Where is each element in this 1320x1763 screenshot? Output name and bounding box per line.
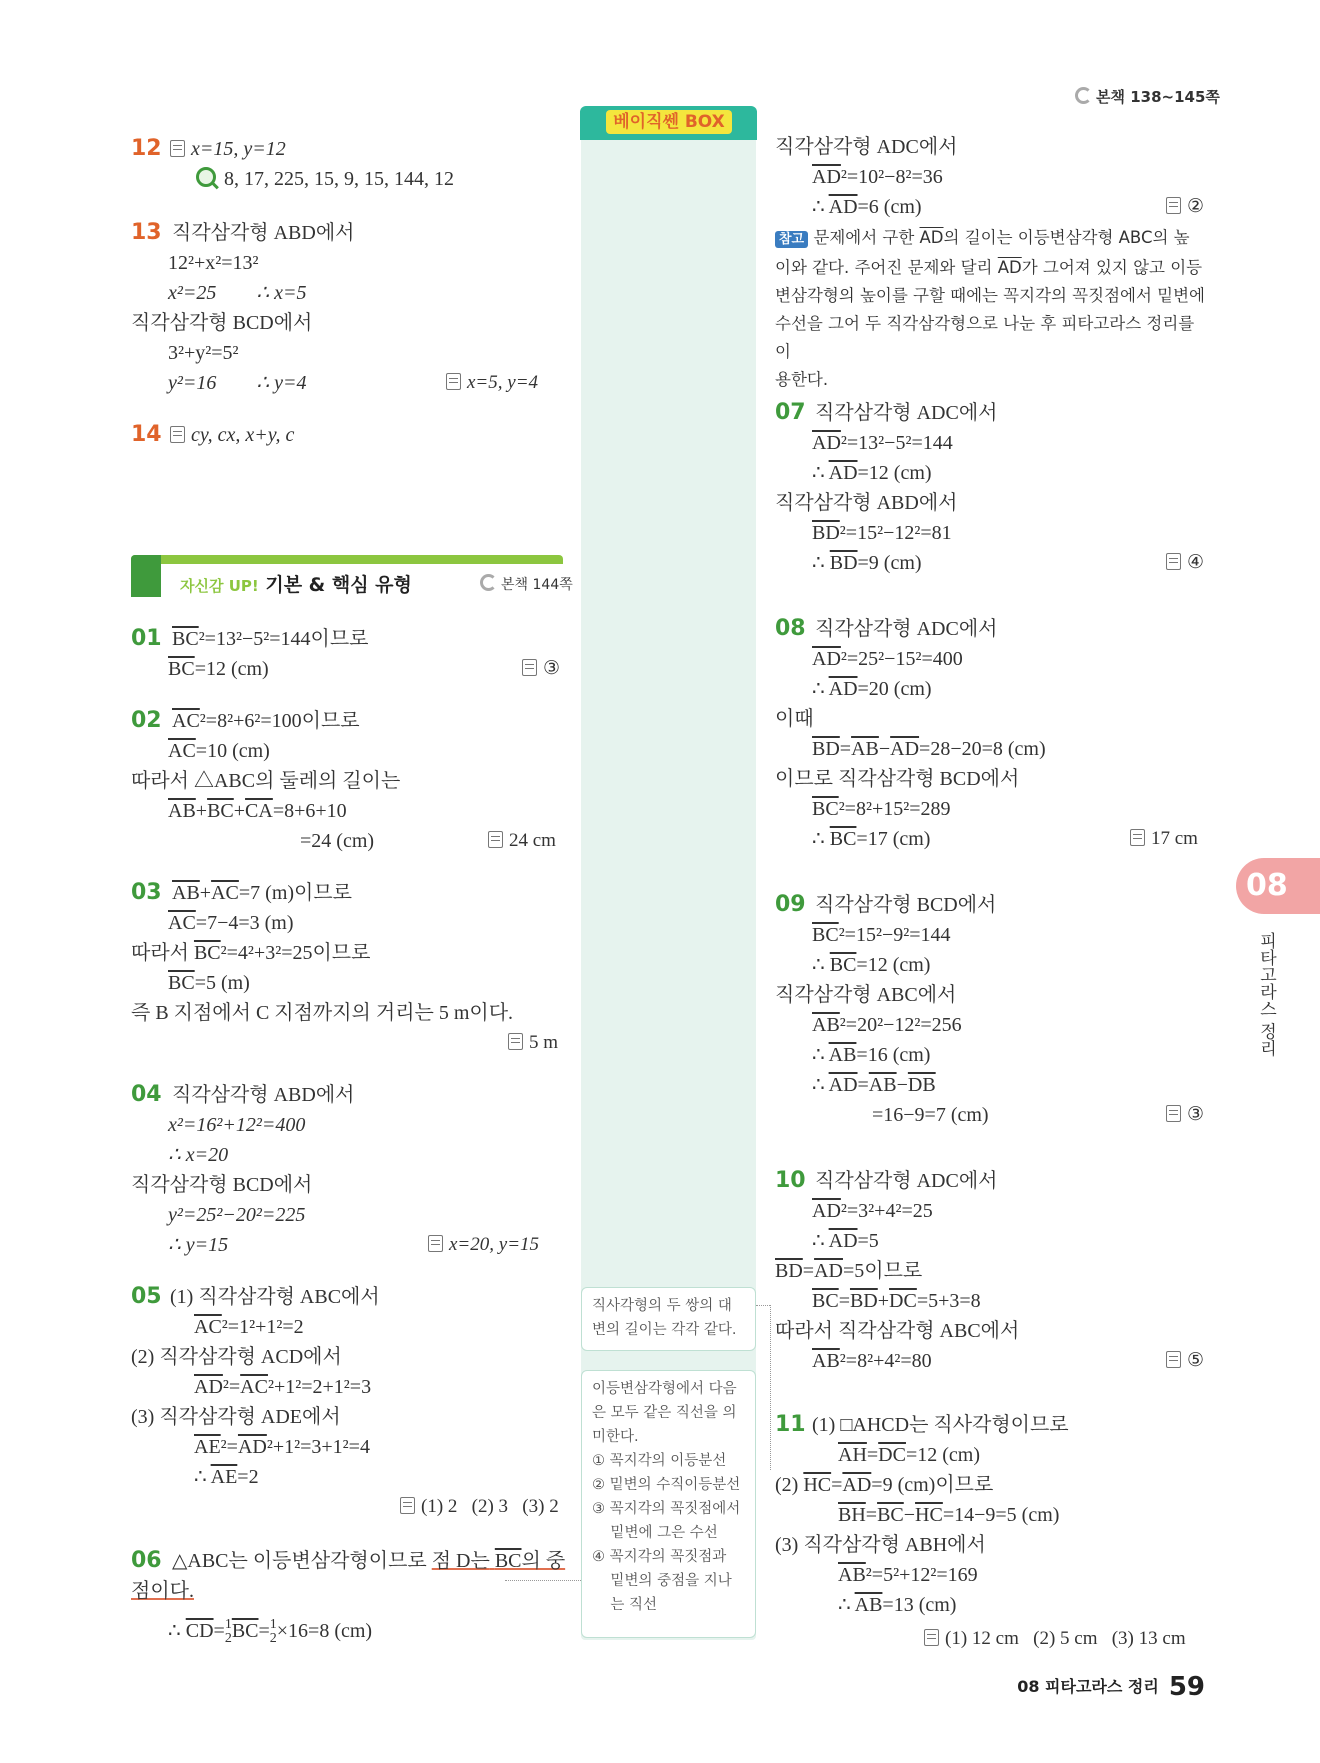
answer-icon — [170, 140, 185, 157]
solution-line: $\overline{AD}^2=\overline{AC}^2+1^2=2+1^2=3$ — [194, 1376, 372, 1398]
answer-icon — [446, 373, 461, 390]
problem-number: 05 — [131, 1284, 162, 1309]
solution-line: 직각삼각형 ABD에서 — [172, 1084, 355, 1106]
solution-line: $\overline{AC}^2=8^2+6^2=100$이므로 — [172, 710, 360, 732]
solution-line: $\overline{AB}+\overline{BC}+\overline{CA}=8+6+10$ — [168, 800, 347, 822]
solution-line: 직각삼각형 BCD에서 — [815, 894, 997, 916]
box-note-isosceles — [581, 1370, 756, 1638]
final-answer: (1) 2 (2) 3 (3) 2 — [400, 1494, 559, 1520]
solution-line: 따라서 직각삼각형 ABC에서 — [775, 1320, 1020, 1342]
solution-line: (1) □AHCD는 직사각형이므로 — [812, 1414, 1069, 1436]
solution-line: ∴ $\overline{AB}=16$ (cm) — [812, 1044, 931, 1066]
hint-line: 8, 17, 225, 15, 9, 15, 144, 12 — [196, 166, 454, 192]
problem-number: 01 — [131, 626, 162, 651]
leader-line — [756, 1305, 770, 1306]
final-answer: ⑤ — [1166, 1348, 1204, 1374]
solution-line: (2) $\overline{HC}=\overline{AD}=9$ (cm)이므로 — [775, 1474, 994, 1496]
solution-line: 이므로 직각삼각형 BCD에서 — [775, 768, 1020, 790]
final-answer: 17 cm — [1130, 826, 1198, 852]
solution-line: 직각삼각형 ABC에서 — [775, 984, 957, 1006]
note-line: ② 밑변의 수직이등분선 — [592, 1477, 741, 1493]
solution-line: $\overline{AB}^2=8^2+4^2=80$ — [812, 1350, 932, 1372]
section-reference: 본책 144쪽 — [480, 574, 573, 594]
solution-line: 점이다. — [131, 1580, 194, 1602]
leader-line — [505, 1580, 581, 1581]
solution-line: ∴ $\overline{AD}=12$ (cm) — [812, 462, 932, 484]
answer-icon — [508, 1033, 523, 1050]
solution-line: ∴ y=15 — [168, 1234, 229, 1256]
chapter-tab[interactable]: 08 — [1236, 858, 1320, 914]
answer-icon — [1166, 553, 1181, 570]
solution-line: ∴ $\overline{AD}=6$ (cm) — [812, 196, 922, 218]
solution-line: 직각삼각형 ADC에서 — [815, 402, 998, 424]
answer-icon — [170, 426, 185, 443]
tip-text: 참고 문제에서 구한 $\overline{AD}$의 길이는 이등변삼각형 ABC의 높 이와 같다. 주어진 문제와 달리 $\overline{AD}$가 그어져 있지 않고 이등 변삼각형의 높이를 구할 때에는 꼭지각의 꼭짓점에서 밑변에 수선을 그어 두 직각삼각형으로 나눈 후 피타고라스 정리를 이 용한다. — [775, 228, 1205, 389]
note-line: 밑변의 중점을 지나 — [592, 1573, 732, 1589]
tip-badge: 참고 — [775, 231, 808, 248]
answer-icon — [1166, 1105, 1181, 1122]
problem-number: 08 — [775, 616, 806, 641]
solution-line: $\overline{AD}^2=3^2+4^2=25$ — [812, 1200, 933, 1222]
answer-icon — [400, 1497, 415, 1514]
answer-icon — [1130, 829, 1145, 846]
answer-icon — [924, 1629, 939, 1646]
answer-icon — [428, 1235, 443, 1252]
final-answer: ③ — [1166, 1102, 1204, 1128]
page-number: 59 — [1168, 1672, 1205, 1702]
solution-line: $\overline{BC}=12$ (cm) — [168, 658, 269, 680]
note-line: 이등변삼각형에서 다음 — [592, 1381, 737, 1397]
problem-number: 06 — [131, 1548, 162, 1573]
solution-line: 12²+x²=13² — [168, 252, 259, 274]
solution-line: 직각삼각형 BCD에서 — [131, 312, 313, 334]
solution-line: $\overline{BH}=\overline{BC}-\overline{HC}=14-9=5$ (cm) — [838, 1504, 1060, 1526]
solution-line: $\overline{AC}=10$ (cm) — [168, 740, 270, 762]
solution-line: y²=16 ∴ y=4 — [168, 372, 307, 394]
solution-line: =16−9=7 (cm) — [872, 1104, 989, 1126]
page-reference: 본책 138~145쪽 — [1075, 86, 1220, 107]
section-title: 자신감 UP! 기본 & 핵심 유형 — [180, 574, 412, 596]
solution-line: $\overline{AB}^2=5^2+12^2=169$ — [838, 1564, 978, 1586]
solution-line: 직각삼각형 ABD에서 — [172, 222, 355, 244]
reference-icon — [1075, 87, 1092, 104]
chapter-title-vertical: 피타고라스 정리 — [1256, 932, 1276, 1057]
final-answer: 24 cm — [488, 828, 556, 854]
solution-line: $\overline{AD}^2=25^2-15^2=400$ — [812, 648, 963, 670]
solution-line: x²=25 ∴ x=5 — [168, 282, 307, 304]
solution-line: 직각삼각형 BCD에서 — [131, 1174, 313, 1196]
final-answer: (1) 12 cm (2) 5 cm (3) 13 cm — [924, 1626, 1186, 1652]
solution-line: $\overline{AE}^2=\overline{AD}^2+1^2=3+1^2=4$ — [194, 1436, 370, 1458]
solution-line: △ABC는 이등변삼각형이므로 점 D는 BC의 중 — [172, 1550, 566, 1572]
solution-line: $\overline{BD}^2=15^2-12^2=81$ — [812, 522, 952, 544]
note-line: ③ 꼭지각의 꼭짓점에서 — [592, 1501, 741, 1517]
answer-icon — [1166, 1351, 1181, 1368]
answer-icon — [488, 831, 503, 848]
solution-line: ∴ $\overline{BC}=12$ (cm) — [812, 954, 931, 976]
problem-number: 11 — [775, 1412, 806, 1437]
solution-line: ∴ $\overline{CD}=1$ $2\overline{BC}=1$ 2×16=8 (cm) — [168, 1617, 373, 1647]
problem-number: 14 — [131, 422, 162, 447]
solution-line: $\overline{AD}^2=13^2-5^2=144$ — [812, 432, 953, 454]
solution-line: ∴ $\overline{AD}=20$ (cm) — [812, 678, 932, 700]
page-footer: 08 피타고라스 정리 59 — [1017, 1672, 1205, 1702]
final-answer: ② — [1166, 194, 1204, 220]
solution-line: 직각삼각형 ADC에서 — [775, 136, 958, 158]
solution-line: x²=16²+12²=400 — [168, 1114, 306, 1136]
solution-line: $\overline{AD}^2=10^2-8^2=36$ — [812, 166, 943, 188]
section-header-bar — [131, 555, 563, 564]
solution-line: (2) 직각삼각형 ACD에서 — [131, 1346, 342, 1368]
solution-line: =24 (cm) — [300, 830, 375, 852]
solution-line: $\overline{AB}^2=20^2-12^2=256$ — [812, 1014, 962, 1036]
solution-line: $\overline{BC}^2=13^2-5^2=144$이므로 — [172, 628, 369, 650]
solution-line: $\overline{AC}=7-4=3$ (m) — [168, 912, 294, 934]
solution-line: ∴ $\overline{AB}=13$ (cm) — [838, 1594, 957, 1616]
note-line: 는 직선 — [592, 1597, 658, 1613]
box-note-rectangle: 직사각형의 두 쌍의 대변의 길이는 각각 같다. — [581, 1287, 756, 1351]
solution-line: 즉 B 지점에서 C 지점까지의 거리는 5 m이다. — [131, 1002, 514, 1024]
basic-box-label: 베이직쎈 BOX — [606, 110, 732, 134]
solution-line: ∴ $\overline{BD}=9$ (cm) — [812, 552, 922, 574]
solution-line: (3) 직각삼각형 ABH에서 — [775, 1534, 986, 1556]
solution-line: 따라서 △ABC의 둘레의 길이는 — [131, 770, 401, 792]
reference-icon — [480, 574, 497, 591]
problem-number: 02 — [131, 708, 162, 733]
problem-number: 12 — [131, 136, 162, 161]
final-answer: x=5, y=4 — [446, 370, 538, 396]
note-line: ① 꼭지각의 이등분선 — [592, 1453, 727, 1469]
solution-line: y²=25²−20²=225 — [168, 1204, 306, 1226]
solution-line: $\overline{BC}^2=8^2+15^2=289$ — [812, 798, 951, 820]
solution-line: 직각삼각형 ADC에서 — [815, 1170, 998, 1192]
problem-number: 04 — [131, 1082, 162, 1107]
solution-line: $\overline{BC}=\overline{BD}+\overline{DC}=5+3=8$ — [812, 1290, 981, 1312]
answer-line: x=15, y=12 — [170, 136, 286, 162]
solution-line: ∴ $\overline{AD}=5$ — [812, 1230, 879, 1252]
solution-line: $\overline{BD}=\overline{AD}=5$이므로 — [775, 1260, 923, 1282]
final-answer: 5 m — [508, 1030, 558, 1056]
solution-line: $\overline{BC}=5$ (m) — [168, 972, 250, 994]
section-header-accent — [131, 555, 161, 597]
note-line: 밑변에 그은 수선 — [592, 1525, 718, 1541]
solution-line: 3²+y²=5² — [168, 342, 239, 364]
final-answer: x=20, y=15 — [428, 1232, 539, 1258]
solution-line: 이때 — [775, 708, 814, 730]
solution-line: $\overline{BC}^2=15^2-9^2=144$ — [812, 924, 951, 946]
solution-line: $\overline{AB}+\overline{AC}=7$ (m)이므로 — [172, 882, 352, 904]
solution-line: ∴ x=20 — [168, 1144, 229, 1166]
solution-line: $\overline{AC}^2=1^2+1^2=2$ — [194, 1316, 304, 1338]
solution-line: ∴ $\overline{BC}=17$ (cm) — [812, 828, 931, 850]
solution-line: $\overline{BD}=\overline{AB}-\overline{AD}=28-20=8$ (cm) — [812, 738, 1046, 760]
solution-line: 직각삼각형 ADC에서 — [815, 618, 998, 640]
problem-number: 09 — [775, 892, 806, 917]
problem-number: 10 — [775, 1168, 806, 1193]
solution-line: (3) 직각삼각형 ADE에서 — [131, 1406, 341, 1428]
solution-line: (1) 직각삼각형 ABC에서 — [170, 1286, 380, 1308]
answer-icon — [522, 659, 537, 676]
note-line: 미한다. — [592, 1429, 639, 1445]
solution-line: 직각삼각형 ABD에서 — [775, 492, 958, 514]
final-answer: ③ — [522, 656, 560, 682]
problem-number: 07 — [775, 400, 806, 425]
final-answer: ④ — [1166, 550, 1204, 576]
answer-line: cy, cx, x+y, c — [170, 422, 294, 448]
problem-number: 13 — [131, 220, 162, 245]
solution-line: ∴ $\overline{AE}=2$ — [194, 1466, 259, 1488]
note-line: ④ 꼭지각의 꼭짓점과 — [592, 1549, 727, 1565]
leader-line — [770, 1305, 771, 1470]
note-line: 은 모두 같은 직선을 의 — [592, 1405, 737, 1421]
solution-line: 따라서 $\overline{BC}^2=4^2+3^2=25$이므로 — [131, 942, 371, 964]
solution-line: ∴ $\overline{AD}=\overline{AB}-\overline{DB}$ — [812, 1074, 936, 1096]
solution-line: $\overline{AH}=\overline{DC}=12$ (cm) — [838, 1444, 981, 1466]
magnifier-icon — [196, 167, 216, 187]
problem-number: 03 — [131, 880, 162, 905]
answer-icon — [1166, 197, 1181, 214]
